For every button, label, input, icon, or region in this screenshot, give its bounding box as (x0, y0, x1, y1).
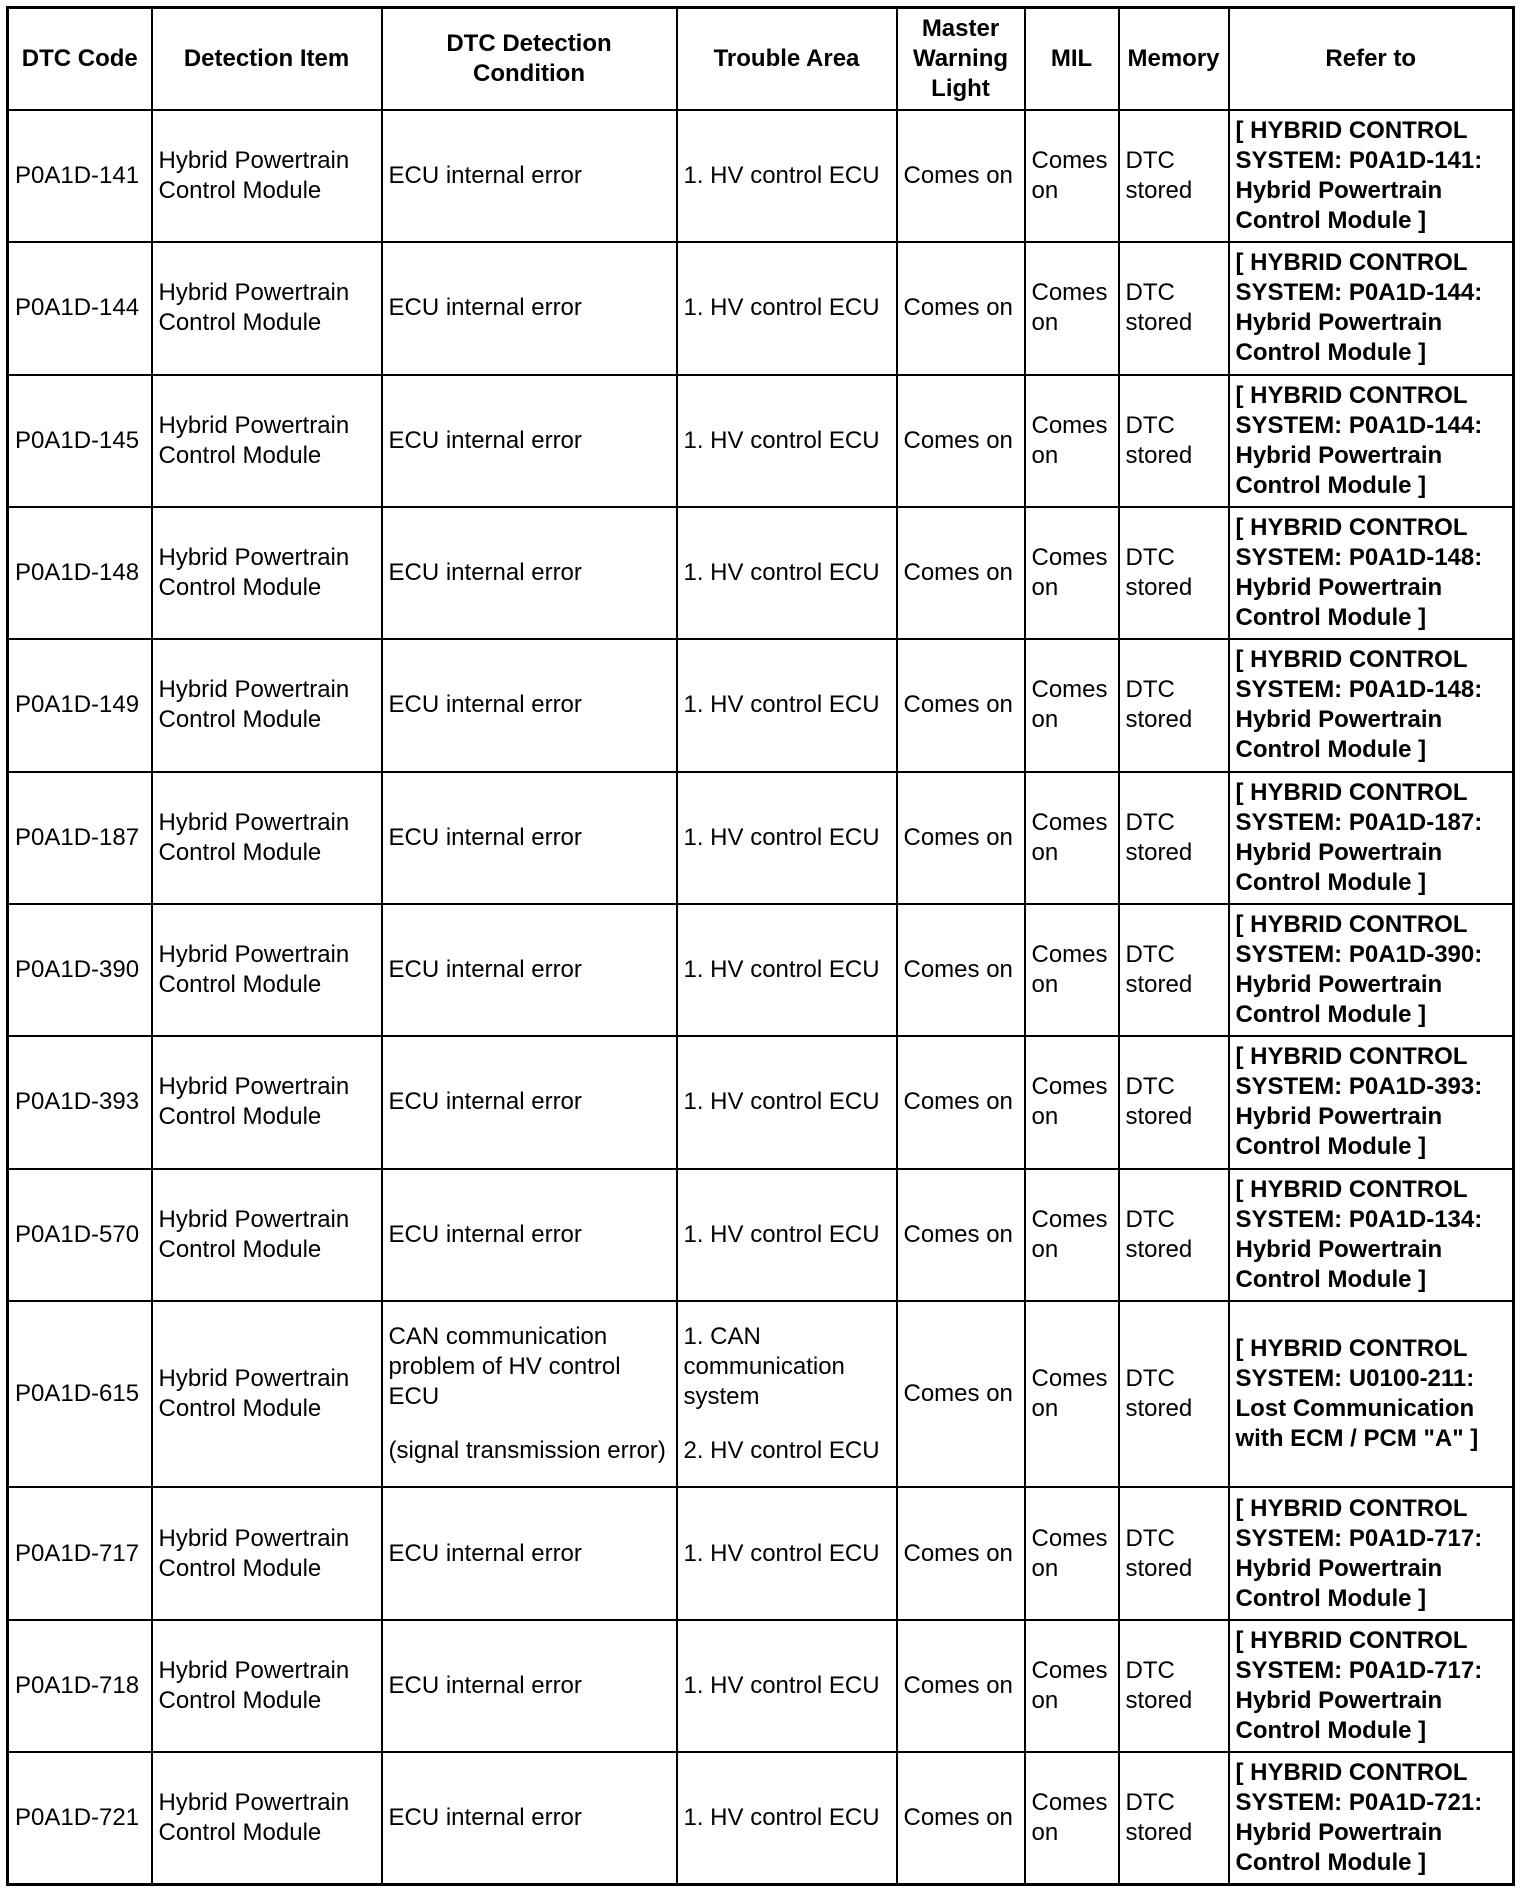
memory-cell: DTC stored (1119, 242, 1229, 374)
trouble-area-item: 1. HV control ECU (683, 426, 880, 454)
memory-cell: DTC stored (1119, 772, 1229, 904)
condition-paragraph: ECU internal error (388, 956, 582, 984)
table-row (8, 375, 1514, 507)
condition-paragraph: ECU internal error (388, 1804, 582, 1832)
table-body (8, 110, 1514, 1885)
master-warning-light-cell: Comes on (897, 904, 1025, 1036)
detection-item-cell: Hybrid Powertrain Control Module (152, 904, 382, 1036)
trouble-area-cell (677, 639, 897, 771)
table-row (8, 772, 1514, 904)
detection-condition-cell (382, 1620, 677, 1752)
trouble-area-cell (677, 507, 897, 639)
trouble-area-item: 2. HV control ECU (683, 1437, 880, 1465)
memory-cell: DTC stored (1119, 110, 1229, 242)
header-master-warning-light: Master Warning Light (897, 8, 1025, 111)
dtc-code-cell: P0A1D-148 (8, 507, 152, 639)
dtc-code-cell: P0A1D-187 (8, 772, 152, 904)
mil-cell: Comes on (1025, 1620, 1119, 1752)
master-warning-light-cell: Comes on (897, 1301, 1025, 1487)
condition-paragraph: ECU internal error (388, 294, 582, 322)
dtc-code-cell: P0A1D-615 (8, 1301, 152, 1487)
detection-item-cell: Hybrid Powertrain Control Module (152, 375, 382, 507)
dtc-code-cell: P0A1D-721 (8, 1752, 152, 1884)
table-row (8, 904, 1514, 1036)
master-warning-light-cell: Comes on (897, 110, 1025, 242)
detection-item-cell: Hybrid Powertrain Control Module (152, 507, 382, 639)
table-header (8, 8, 1514, 111)
detection-condition-cell (382, 1752, 677, 1884)
trouble-area-item: 1. HV control ECU (683, 691, 880, 719)
header-trouble-area: Trouble Area (677, 8, 897, 111)
condition-paragraph: (signal transmission error) (388, 1437, 666, 1465)
trouble-area-cell (677, 375, 897, 507)
dtc-code-cell: P0A1D-717 (8, 1487, 152, 1619)
detection-item-cell: Hybrid Powertrain Control Module (152, 110, 382, 242)
master-warning-light-cell: Comes on (897, 1620, 1025, 1752)
mil-cell: Comes on (1025, 639, 1119, 771)
trouble-area-cell (677, 1752, 897, 1884)
detection-condition-cell (382, 507, 677, 639)
detection-condition-cell (382, 1169, 677, 1301)
mil-cell: Comes on (1025, 1036, 1119, 1168)
trouble-area-cell (677, 1620, 897, 1752)
table-row (8, 1036, 1514, 1168)
trouble-area-cell (677, 1487, 897, 1619)
detection-condition-cell (382, 639, 677, 771)
memory-cell: DTC stored (1119, 1620, 1229, 1752)
trouble-area-item: 1. HV control ECU (683, 1088, 880, 1116)
condition-paragraph: ECU internal error (388, 426, 582, 454)
mil-cell: Comes on (1025, 1487, 1119, 1619)
header-dtc-code: DTC Code (8, 8, 152, 111)
condition-paragraph: ECU internal error (388, 1220, 582, 1248)
detection-condition-cell (382, 1487, 677, 1619)
refer-to-cell: [ HYBRID CONTROL SYSTEM: P0A1D-187: Hybrid Powertrain Control Module ] (1229, 772, 1514, 904)
mil-cell: Comes on (1025, 110, 1119, 242)
dtc-table (6, 6, 1515, 1886)
header-detection-condition: DTC Detection Condition (382, 8, 677, 111)
refer-to-cell: [ HYBRID CONTROL SYSTEM: P0A1D-393: Hybrid Powertrain Control Module ] (1229, 1036, 1514, 1168)
condition-paragraph: ECU internal error (388, 1671, 582, 1699)
detection-condition-cell (382, 375, 677, 507)
detection-condition-cell (382, 110, 677, 242)
trouble-area-cell (677, 1301, 897, 1487)
trouble-area-cell (677, 772, 897, 904)
dtc-code-cell: P0A1D-144 (8, 242, 152, 374)
refer-to-cell: [ HYBRID CONTROL SYSTEM: P0A1D-717: Hybrid Powertrain Control Module ] (1229, 1620, 1514, 1752)
condition-paragraph: ECU internal error (388, 823, 582, 851)
table-row (8, 1487, 1514, 1619)
dtc-code-cell: P0A1D-570 (8, 1169, 152, 1301)
table-row (8, 1301, 1514, 1487)
master-warning-light-cell: Comes on (897, 639, 1025, 771)
dtc-code-cell: P0A1D-393 (8, 1036, 152, 1168)
trouble-area-item: 1. HV control ECU (683, 294, 880, 322)
trouble-area-item: 1. HV control ECU (683, 956, 880, 984)
detection-item-cell: Hybrid Powertrain Control Module (152, 1487, 382, 1619)
dtc-code-cell: P0A1D-718 (8, 1620, 152, 1752)
refer-to-cell: [ HYBRID CONTROL SYSTEM: P0A1D-134: Hybrid Powertrain Control Module ] (1229, 1169, 1514, 1301)
condition-paragraph: ECU internal error (388, 1088, 582, 1116)
detection-condition-cell (382, 904, 677, 1036)
condition-paragraph: ECU internal error (388, 1539, 582, 1567)
table-row (8, 1620, 1514, 1752)
table-row (8, 110, 1514, 242)
trouble-area-cell (677, 242, 897, 374)
trouble-area-item: 1. HV control ECU (683, 1671, 880, 1699)
detection-item-cell: Hybrid Powertrain Control Module (152, 1301, 382, 1487)
refer-to-cell: [ HYBRID CONTROL SYSTEM: P0A1D-390: Hybrid Powertrain Control Module ] (1229, 904, 1514, 1036)
trouble-area-item: 1. HV control ECU (683, 162, 880, 190)
refer-to-cell: [ HYBRID CONTROL SYSTEM: P0A1D-148: Hybrid Powertrain Control Module ] (1229, 507, 1514, 639)
table-row (8, 639, 1514, 771)
trouble-area-item: 1. HV control ECU (683, 1804, 880, 1832)
master-warning-light-cell: Comes on (897, 507, 1025, 639)
refer-to-cell: [ HYBRID CONTROL SYSTEM: P0A1D-717: Hybrid Powertrain Control Module ] (1229, 1487, 1514, 1619)
memory-cell: DTC stored (1119, 507, 1229, 639)
table-row (8, 1169, 1514, 1301)
detection-item-cell: Hybrid Powertrain Control Module (152, 1036, 382, 1168)
master-warning-light-cell: Comes on (897, 1036, 1025, 1168)
detection-item-cell: Hybrid Powertrain Control Module (152, 1620, 382, 1752)
dtc-code-cell: P0A1D-141 (8, 110, 152, 242)
trouble-area-cell (677, 1169, 897, 1301)
memory-cell: DTC stored (1119, 1752, 1229, 1884)
master-warning-light-cell: Comes on (897, 242, 1025, 374)
detection-condition-cell (382, 1036, 677, 1168)
trouble-area-item: 1. HV control ECU (683, 559, 880, 587)
master-warning-light-cell: Comes on (897, 1752, 1025, 1884)
condition-paragraph: ECU internal error (388, 691, 582, 719)
mil-cell: Comes on (1025, 1752, 1119, 1884)
mil-cell: Comes on (1025, 904, 1119, 1036)
trouble-area-item: 1. HV control ECU (683, 823, 880, 851)
mil-cell: Comes on (1025, 242, 1119, 374)
dtc-code-cell: P0A1D-145 (8, 375, 152, 507)
detection-item-cell: Hybrid Powertrain Control Module (152, 1169, 382, 1301)
condition-paragraph: ECU internal error (388, 559, 582, 587)
memory-cell: DTC stored (1119, 375, 1229, 507)
trouble-area-item: 1. CAN communication system (683, 1323, 845, 1411)
table-row (8, 507, 1514, 639)
trouble-area-item: 1. HV control ECU (683, 1220, 880, 1248)
memory-cell: DTC stored (1119, 904, 1229, 1036)
master-warning-light-cell: Comes on (897, 772, 1025, 904)
refer-to-cell: [ HYBRID CONTROL SYSTEM: P0A1D-144: Hybrid Powertrain Control Module ] (1229, 242, 1514, 374)
dtc-code-cell: P0A1D-390 (8, 904, 152, 1036)
memory-cell: DTC stored (1119, 1487, 1229, 1619)
table-row (8, 242, 1514, 374)
dtc-code-cell: P0A1D-149 (8, 639, 152, 771)
condition-paragraph: CAN communication problem of HV control ECU (388, 1323, 621, 1411)
mil-cell: Comes on (1025, 375, 1119, 507)
detection-condition-cell (382, 242, 677, 374)
trouble-area-item: 1. HV control ECU (683, 1539, 880, 1567)
mil-cell: Comes on (1025, 1301, 1119, 1487)
memory-cell: DTC stored (1119, 1301, 1229, 1487)
memory-cell: DTC stored (1119, 1169, 1229, 1301)
detection-item-cell: Hybrid Powertrain Control Module (152, 1752, 382, 1884)
trouble-area-cell (677, 1036, 897, 1168)
refer-to-cell: [ HYBRID CONTROL SYSTEM: P0A1D-141: Hybrid Powertrain Control Module ] (1229, 110, 1514, 242)
header-mil: MIL (1025, 8, 1119, 111)
detection-item-cell: Hybrid Powertrain Control Module (152, 242, 382, 374)
master-warning-light-cell: Comes on (897, 1169, 1025, 1301)
table-row (8, 1752, 1514, 1884)
header-memory: Memory (1119, 8, 1229, 111)
mil-cell: Comes on (1025, 1169, 1119, 1301)
detection-item-cell: Hybrid Powertrain Control Module (152, 639, 382, 771)
detection-condition-cell (382, 772, 677, 904)
refer-to-cell: [ HYBRID CONTROL SYSTEM: U0100-211: Lost Communication with ECM / PCM "A" ] (1229, 1301, 1514, 1487)
header-refer-to: Refer to (1229, 8, 1514, 111)
trouble-area-cell (677, 904, 897, 1036)
header-detection-item: Detection Item (152, 8, 382, 111)
mil-cell: Comes on (1025, 507, 1119, 639)
detection-condition-cell (382, 1301, 677, 1487)
refer-to-cell: [ HYBRID CONTROL SYSTEM: P0A1D-148: Hybrid Powertrain Control Module ] (1229, 639, 1514, 771)
trouble-area-cell (677, 110, 897, 242)
refer-to-cell: [ HYBRID CONTROL SYSTEM: P0A1D-721: Hybrid Powertrain Control Module ] (1229, 1752, 1514, 1884)
condition-paragraph: ECU internal error (388, 162, 582, 190)
mil-cell: Comes on (1025, 772, 1119, 904)
memory-cell: DTC stored (1119, 1036, 1229, 1168)
master-warning-light-cell: Comes on (897, 1487, 1025, 1619)
master-warning-light-cell: Comes on (897, 375, 1025, 507)
memory-cell: DTC stored (1119, 639, 1229, 771)
refer-to-cell: [ HYBRID CONTROL SYSTEM: P0A1D-144: Hybrid Powertrain Control Module ] (1229, 375, 1514, 507)
detection-item-cell: Hybrid Powertrain Control Module (152, 772, 382, 904)
